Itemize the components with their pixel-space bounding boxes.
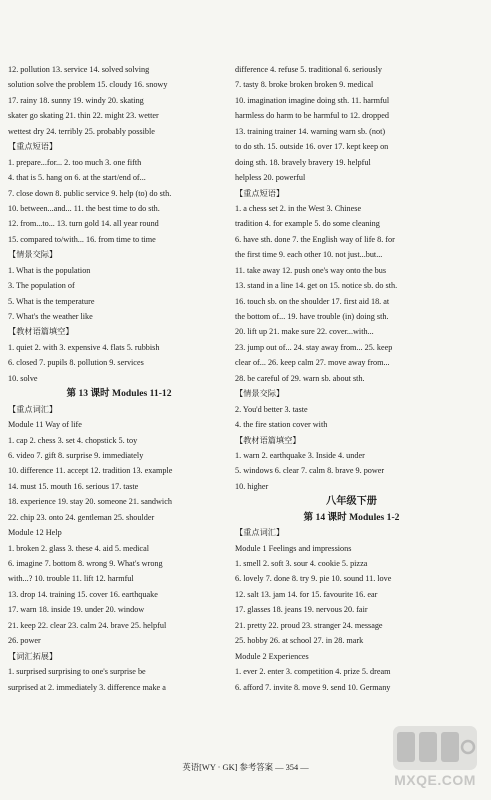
answer-line: helpless 20. powerful [235, 173, 306, 183]
answer-line: 7. tasty 8. broke broken broken 9. medical [235, 80, 374, 90]
section-heading: 【重点词汇】 [8, 404, 58, 414]
answer-line: 1. smell 2. soft 3. sour 4. cookie 5. pizza [235, 559, 368, 568]
answer-line: 1. cap 2. chess 3. set 4. chopstick 5. toy [8, 435, 138, 445]
answer-line: 10. solve [8, 373, 38, 383]
answer-line: 10. imagination imagine doing sth. 11. harmful [235, 95, 390, 105]
answer-line: 1. a chess set 2. in the West 3. Chinese [235, 203, 362, 213]
module-heading: Module 11 Way of life [8, 420, 82, 430]
section-heading: 【情景交际】 [8, 250, 58, 260]
answer-line: 23. jump out of... 24. stay away from... 25. keep [235, 342, 393, 352]
answer-line: 2. You'd better 3. taste [235, 404, 308, 414]
answer-line: 6. have sth. done 7. the English way of life 8. for [235, 234, 395, 244]
answer-line: skater go skating 21. thin 22. might 23. wetter [8, 111, 159, 121]
answer-line: 17. rainy 18. sunny 19. windy 20. skating [8, 95, 144, 105]
answer-line: surprised at 2. immediately 3. difference make a [8, 682, 166, 692]
page-footer: 英语[WY · GK] 参考答案 — 354 — [182, 763, 309, 772]
answer-line: 15. compared to/with... 16. from time to time [8, 234, 156, 244]
right-column [235, 62, 468, 695]
answer-line: 12. salt 13. jam 14. for 15. favourite 16. ear [235, 589, 378, 599]
watermark-url: MXQE.COM [394, 772, 476, 788]
answer-line: the first time 9. each other 10. not just...but... [235, 250, 383, 260]
answer-line: 25. hobby 26. at school 27. in 28. mark [235, 636, 364, 646]
answer-line: the bottom of... 19. have trouble (in) doing sth. [235, 312, 389, 321]
grade-heading: 八年级下册 [326, 496, 377, 508]
section-heading: 【词汇拓展】 [8, 651, 58, 661]
lesson-title: 第 14 课时 Modules 1-2 [303, 511, 400, 523]
answer-line: 26. power [8, 636, 41, 646]
module-heading: Module 12 Help [8, 528, 62, 538]
answer-line: 20. lift up 21. make sure 22. cover...with... [235, 327, 374, 337]
answer-line: 1. ever 2. enter 3. competition 4. prize 5. dream [235, 667, 391, 677]
module-heading: Module 2 Experiences [235, 651, 309, 661]
section-heading: 【教材语篇填空】 [8, 327, 74, 337]
watermark [387, 726, 483, 794]
answer-line: 22. chip 23. onto 24. gentleman 25. shoulder [8, 512, 155, 522]
answer-line: doing sth. 18. bravely bravery 19. helpful [235, 157, 371, 167]
answer-line: harmless do harm to be harmful to 12. dropped [235, 111, 389, 121]
answer-line: 1. prepare...for... 2. too much 3. one fifth [8, 157, 142, 167]
answer-line: 11. take away 12. push one's way onto the bus [235, 265, 387, 275]
answer-line: clear of... 26. keep calm 27. move away from... [235, 358, 390, 368]
answer-line: 12. from...to... 13. turn gold 14. all year round [8, 219, 159, 229]
answer-line: with...? 10. trouble 11. lift 12. harmful [8, 574, 134, 584]
answer-line: to do sth. 15. outside 16. over 17. kept keep on [235, 142, 389, 152]
answer-line: 1. warn 2. earthquake 3. Inside 4. under [235, 450, 365, 460]
answer-line: 5. windows 6. clear 7. calm 8. brave 9. power [235, 466, 385, 476]
answer-line: 7. What's the weather like [8, 312, 93, 321]
answer-line: tradition 4. for example 5. do some cleaning [235, 219, 380, 229]
answer-line: 16. touch sb. on the shoulder 17. first aid 18. at [235, 296, 390, 306]
answer-line: wettest dry 24. terribly 25. probably possible [8, 126, 155, 136]
answer-line: 6. imagine 7. bottom 8. wrong 9. What's wrong [8, 559, 163, 568]
answer-line: 17. warn 18. inside 19. under 20. window [8, 605, 145, 615]
answer-line: 21. keep 22. clear 23. calm 24. brave 25. helpful [8, 620, 167, 630]
left-column [8, 62, 230, 695]
answer-line: 1. What is the population [8, 265, 91, 275]
answer-line: 14. must 15. mouth 16. serious 17. taste [8, 481, 139, 491]
answer-line: 10. higher [235, 481, 269, 491]
answer-line: 6. closed 7. pupils 8. pollution 9. services [8, 358, 144, 368]
answer-line: 4. the fire station cover with [235, 420, 328, 430]
answer-line: 6. afford 7. invite 8. move 9. send 10. Germany [235, 682, 391, 692]
answer-line: solution solve the problem 15. cloudy 16. snowy [8, 80, 168, 90]
answer-line: 10. between...and... 11. the best time to do sth. [8, 203, 160, 213]
lesson-title: 第 13 课时 Modules 11-12 [66, 388, 172, 400]
section-heading: 【重点短语】 [8, 142, 58, 152]
answer-line: 6. lovely 7. done 8. try 9. pie 10. sound 11. love [235, 574, 392, 584]
answer-line: 1. broken 2. glass 3. these 4. aid 5. medical [8, 543, 149, 553]
answer-line: 1. surprised surprising to one's surprise be [8, 667, 146, 677]
answer-line: 5. What is the temperature [8, 296, 95, 306]
section-heading: 【情景交际】 [235, 389, 285, 399]
section-heading: 【教材语篇填空】 [235, 435, 301, 445]
module-heading: Module 1 Feelings and impressions [235, 543, 352, 553]
answer-line: 13. stand in a line 14. get on 15. notice sb. do sth. [235, 281, 398, 291]
answer-line: 17. glasses 18. jeans 19. nervous 20. fair [235, 605, 368, 615]
section-heading: 【重点词汇】 [235, 528, 285, 538]
answer-line: 18. experience 19. stay 20. someone 21. sandwich [8, 497, 172, 507]
answer-line: 21. pretty 22. proud 23. stranger 24. message [235, 620, 383, 630]
answer-line: 13. training trainer 14. warning warn sb. (not) [235, 126, 386, 136]
answer-line: 6. video 7. gift 8. surprise 9. immediately [8, 450, 144, 460]
answer-line: 28. be careful of 29. warn sb. about sth. [235, 373, 365, 383]
answer-line: difference 4. refuse 5. traditional 6. seriously [235, 65, 382, 74]
section-heading: 【重点短语】 [235, 188, 285, 198]
answer-line: 12. pollution 13. service 14. solved solving [8, 65, 150, 74]
answer-line: 1. quiet 2. with 3. expensive 4. flats 5. rubbish [8, 342, 160, 352]
answer-line: 3. The population of [8, 281, 75, 291]
answer-line: 7. close down 8. public service 9. help (to) do sth. [8, 188, 172, 198]
answer-line: 13. drop 14. training 15. cover 16. earthquake [8, 589, 158, 599]
answer-line: 10. difference 11. accept 12. tradition 13. example [8, 466, 173, 476]
answer-line: 4. that is 5. hang on 6. at the start/end of... [8, 173, 146, 183]
